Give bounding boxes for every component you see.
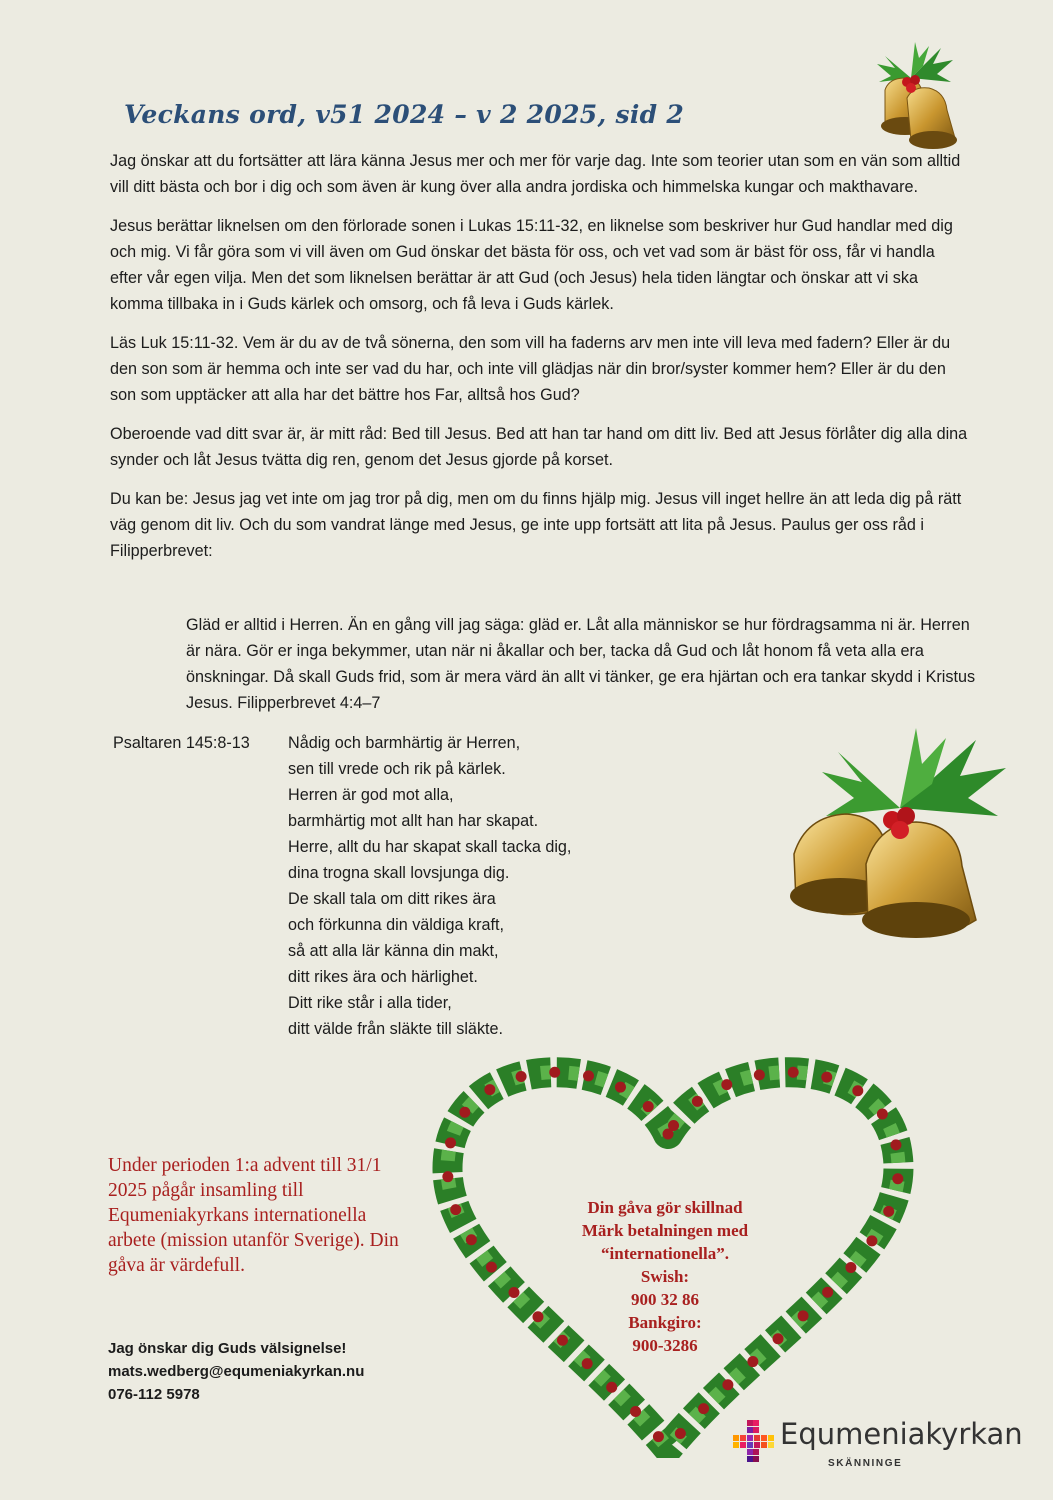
- paragraph: Jag önskar att du fortsätter att lära känna Jesus mer och mer för varje dag. Inte som teorier utan som en vän som alltid vill ditt bästa och bor i dig och som även är kung över alla andra jordiska och himmelska kungar och makthavare.: [110, 152, 961, 196]
- christmas-bells-large-icon: [776, 724, 1016, 954]
- psalm-line: och förkunna din väldiga kraft,: [288, 916, 504, 934]
- equmeniakyrkan-logo: [732, 1418, 1023, 1469]
- swish-number: 900 32 86: [631, 1290, 699, 1309]
- gift-info: [548, 1196, 782, 1357]
- contact-phone: 076-112 5978: [108, 1386, 200, 1403]
- psalm-line: ditt rikes ära och härlighet.: [288, 968, 478, 986]
- psalm-line: så att alla lär känna din makt,: [288, 942, 499, 960]
- christmas-bells-small-icon: [855, 38, 967, 150]
- bankgiro-number: 900-3286: [632, 1336, 698, 1355]
- psalm-text: [288, 730, 571, 1042]
- paragraph: Du kan be: Jesus jag vet inte om jag tror på dig, men om du finns hjälp mig. Jesus vill inget hellre än att leda dig på rätt väg genom dit liv. Och du som vandrat länge med Jesus, ge inte upp fortsätt att lita på Jesus. Paulus ger oss råd i Filipperbrevet:: [110, 490, 962, 560]
- psalm-line: barmhärtig mot allt han har skapat.: [288, 812, 539, 830]
- psalm-line: Herren är god mot alla,: [288, 786, 454, 804]
- swish-label: Swish:: [640, 1267, 690, 1286]
- paragraph: Läs Luk 15:11-32. Vem är du av de två sönerna, den som vill ha faderns arv men inte vill leva med fadern? Eller är du den son som är hemma och inte ser vad du har, och inte vill glädjas när din bror/syster kommer hem? Eller är du den son som upptäcker att alla har det bättre hos Far, alltså hos Gud?: [110, 334, 951, 404]
- collection-notice: Under perioden 1:a advent till 31/1 2025 pågår insamling till Equmeniakyrkans internationella arbete (mission utanför Sverige). Din gåva är värdefull.: [108, 1155, 399, 1276]
- gift-line: Din gåva gör skillnad: [587, 1198, 743, 1217]
- psalm-line: Herre, allt du har skapat skall tacka dig,: [288, 838, 572, 856]
- psalm-line: sen till vrede och rik på kärlek.: [288, 760, 506, 778]
- gift-line: Märk betalningen med: [581, 1221, 749, 1240]
- body-text: [110, 148, 970, 577]
- bible-quote: Gläd er alltid i Herren. Än en gång vill jag säga: gläd er. Låt alla människor se hur fördragsamma ni är. Herren är nära. Gör er inga bekymmer, utan när ni åkallar och ber, tacka då Gud och låt honom få veta alla era önskningar. Då skall Guds frid, som är mera värd än allt vi tänker, ge era hjärtan och era tankar skydd i Kristus Jesus. Filipperbrevet 4:4–7: [186, 616, 976, 712]
- psalm-line: Ditt rike står i alla tider,: [288, 994, 452, 1012]
- bankgiro-label: Bankgiro:: [628, 1313, 702, 1332]
- contact-email[interactable]: mats.wedberg@equmeniakyrkan.nu: [108, 1363, 365, 1380]
- psalm-line: Nådig och barmhärtig är Herren,: [288, 734, 521, 752]
- page-title: Veckans ord, v51 2024 – v 2 2025, sid 2: [124, 100, 685, 129]
- paragraph: Jesus berättar liknelsen om den förlorade sonen i Lukas 15:11-32, en liknelse som beskriver hur Gud handlar med dig och mig. Vi får göra som vi vill även om Gud önskar det bästa för oss, och vet vad som är bäst för oss, får vi handla efter vår egen vilja. Men det som liknelsen berättar är att Gud (och Jesus) hela tiden längtar och önskar att vi ska komma tillbaka in i Guds kärlek och omsorg, och få leva i Guds kärlek.: [110, 217, 953, 313]
- psalm-reference: Psaltaren 145:8-13: [113, 734, 250, 752]
- gift-line: “internationella”.: [601, 1244, 729, 1263]
- paragraph: Oberoende vad ditt svar är, är mitt råd: Bed till Jesus. Bed att han tar hand om ditt liv. Bed att Jesus förlåter dig alla dina synder och låt Jesus tvätta dig ren, genom det Jesus gjorde på korset.: [110, 425, 968, 469]
- psalm-line: dina trogna skall lovsjunga dig.: [288, 864, 510, 882]
- psalm-line: De skall tala om ditt rikes ära: [288, 890, 496, 908]
- logo-subtitle: SKÄNNINGE: [828, 1458, 903, 1469]
- cross-logo-icon: [732, 1420, 774, 1462]
- logo-name: Equmeniakyrkan: [780, 1417, 1023, 1451]
- psalm-line: ditt välde från släkte till släkte.: [288, 1020, 504, 1038]
- contact-block: [108, 1337, 364, 1406]
- blessing-text: Jag önskar dig Guds välsignelse!: [108, 1340, 347, 1357]
